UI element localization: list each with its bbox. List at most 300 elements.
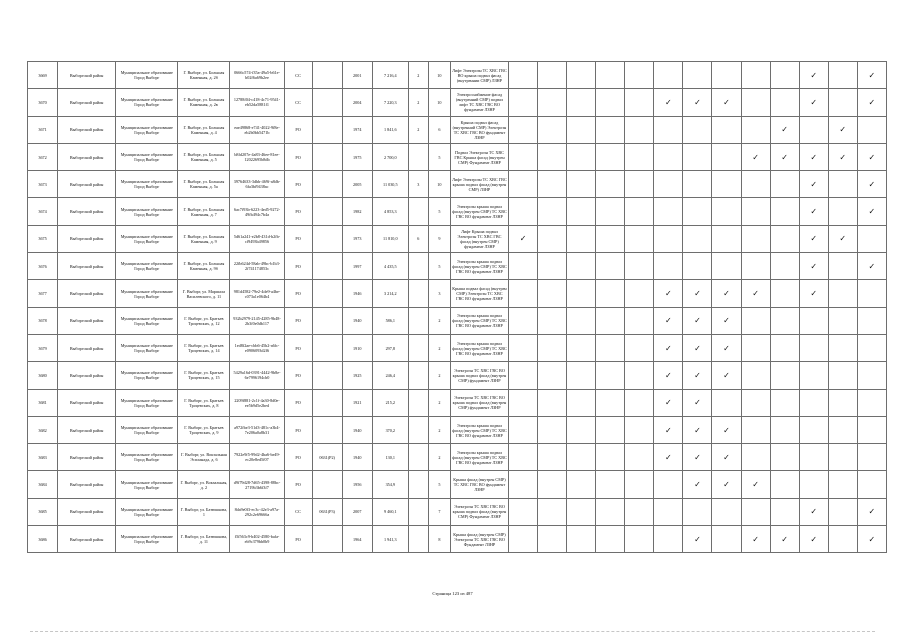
cell-work-types: Электроэн крыша подвал фасад (внутрен СМР) ТС ХВС ГВС ВО фундамент ЛЗНР <box>450 416 508 443</box>
cell-mark-empty <box>538 334 567 361</box>
table-row <box>28 89 887 116</box>
cell-mark-empty <box>509 116 538 143</box>
checkmark-icon: ✓ <box>799 89 828 116</box>
cell-address: Г. Выборг, ул. Большая Каменная, д. 4 <box>178 116 230 143</box>
checkmark-icon: ✓ <box>712 416 741 443</box>
cell-mark-empty <box>654 498 683 525</box>
cell-mark-empty <box>538 280 567 307</box>
checkmark-icon: ✓ <box>799 62 828 89</box>
checkmark-icon: ✓ <box>857 62 886 89</box>
cell-mark-empty <box>770 416 799 443</box>
cell-district: Выборгский район <box>58 389 116 416</box>
cell-address: Г. Выборг, ул. Братьев Троцевских, д. 14 <box>178 334 230 361</box>
checkmark-icon: ✓ <box>683 471 712 498</box>
cell-row-id: 3676 <box>28 253 58 280</box>
cell-house-guid: 981d4582-79e2-4de9-a4be-c073a1e064b4 <box>230 280 284 307</box>
cell-total-area: 246,4 <box>372 362 408 389</box>
cell-mark-empty <box>828 362 857 389</box>
cell-mark-empty <box>509 253 538 280</box>
cell-mark-empty <box>683 171 712 198</box>
cell-mark-empty <box>567 498 596 525</box>
cell-address: Г. Выборг, ул. Большая Каменная, д. 2б <box>178 62 230 89</box>
cell-mark-empty <box>509 526 538 553</box>
cell-mark-empty <box>625 526 654 553</box>
cell-work-types: Электроэн ТС ХВС ГВС ВО крыша подвал фасад (внутрен СМР) фундамент ЛЗНР <box>450 389 508 416</box>
cell-year-built: 2005 <box>342 171 372 198</box>
cell-entrances: 6 <box>428 116 450 143</box>
cell-mark-empty <box>538 444 567 471</box>
cell-address: Г. Выборг, ул. Вокзальная, д. 2 <box>178 471 230 498</box>
cell-mark-empty <box>625 89 654 116</box>
cell-mark-empty <box>567 416 596 443</box>
cell-mark-empty <box>770 253 799 280</box>
cell-ownership-form: РО <box>284 143 312 170</box>
cell-work-types: Подвал Электроэн ТС ХВС ГВС Крыша фасад (внутрен СМР) Фундамент ЛЗНР <box>450 143 508 170</box>
cell-mark-empty <box>625 198 654 225</box>
cell-year-built: 1997 <box>342 253 372 280</box>
cell-mark-empty <box>538 471 567 498</box>
cell-owner: Муниципальное образование Город Выборг <box>116 444 178 471</box>
cell-ownership-form: РО <box>284 362 312 389</box>
cell-mark-empty <box>799 471 828 498</box>
cell-mark-empty <box>596 62 625 89</box>
cell-mark-empty <box>509 143 538 170</box>
checkmark-icon: ✓ <box>770 116 799 143</box>
cell-mark-empty <box>857 225 886 252</box>
cell-house-guid: 22fb624d-58ab-49bc-b1b3-2f741174853c <box>230 253 284 280</box>
cell-work-types: Крыша фасад (внутрен СМР) Электроэн ТС ХВС ГВС ВО Фундамент ЛЗНР <box>450 526 508 553</box>
checkmark-icon: ✓ <box>857 143 886 170</box>
cell-mark-empty <box>712 116 741 143</box>
cell-mark-empty <box>770 498 799 525</box>
cell-mark-empty <box>625 143 654 170</box>
cell-mark-empty <box>857 444 886 471</box>
cell-address: Г. Выборг, ул. Большая Каменная, д. 2в <box>178 89 230 116</box>
checkmark-icon: ✓ <box>857 171 886 198</box>
cell-total-area: 7 220,3 <box>372 89 408 116</box>
checkmark-icon: ✓ <box>683 416 712 443</box>
cell-mark-empty <box>712 498 741 525</box>
cell-year-built: 2004 <box>342 89 372 116</box>
cell-floors <box>408 307 428 334</box>
cell-mark-empty <box>741 225 770 252</box>
cell-address: Г. Выборг, ул. Большая Каменная, д. 9б <box>178 253 230 280</box>
cell-mark-empty <box>509 62 538 89</box>
cell-entrances: 7 <box>428 498 450 525</box>
cell-ownership-form: СС <box>284 498 312 525</box>
cell-row-id: 3680 <box>28 362 58 389</box>
cell-mark-empty <box>828 171 857 198</box>
cell-mark-empty <box>799 416 828 443</box>
cell-house-guid: 8da9e0f3-ec3c-42e3-a97a-292c2e69666a <box>230 498 284 525</box>
cell-mark-empty <box>741 116 770 143</box>
checkmark-icon: ✓ <box>654 307 683 334</box>
cell-owner: Муниципальное образование Город Выборг <box>116 225 178 252</box>
cell-floors <box>408 253 428 280</box>
cell-mark-empty <box>828 334 857 361</box>
cell-row-id: 3678 <box>28 307 58 334</box>
cell-entrances: 10 <box>428 89 450 116</box>
cell-mark-empty <box>857 471 886 498</box>
table-row <box>28 307 887 334</box>
checkmark-icon: ✓ <box>654 362 683 389</box>
cell-mark-empty <box>828 498 857 525</box>
cell-cadastre-code <box>312 416 342 443</box>
cell-mark-empty <box>538 116 567 143</box>
cell-row-id: 3682 <box>28 416 58 443</box>
cell-mark-empty <box>538 62 567 89</box>
cell-district: Выборгский район <box>58 471 116 498</box>
cell-cadastre-code <box>312 62 342 89</box>
cell-total-area: 1 941,3 <box>372 526 408 553</box>
cell-mark-empty <box>509 89 538 116</box>
cell-mark-empty <box>567 116 596 143</box>
checkmark-icon: ✓ <box>654 416 683 443</box>
cell-owner: Муниципальное образование Город Выборг <box>116 198 178 225</box>
cell-mark-empty <box>654 116 683 143</box>
checkmark-icon: ✓ <box>683 89 712 116</box>
cell-mark-empty <box>828 471 857 498</box>
cell-mark-empty <box>567 334 596 361</box>
cell-mark-empty <box>712 62 741 89</box>
cell-work-types: Электроэн крыша подвал фасад (внутрен СМР) ТС ХВС ГВС ВО фундамент ЛЗНР <box>450 253 508 280</box>
checkmark-icon: ✓ <box>712 362 741 389</box>
cell-house-guid: eae49868-e741-4022-9f8e-eb2b0bb5471b <box>230 116 284 143</box>
checkmark-icon: ✓ <box>828 116 857 143</box>
cell-mark-empty <box>712 253 741 280</box>
cell-mark-empty <box>596 444 625 471</box>
cell-district: Выборгский район <box>58 416 116 443</box>
scan-edge <box>30 631 875 636</box>
cell-mark-empty <box>799 116 828 143</box>
cell-work-types: Крыша подвал фасад (внутрен СМР) Электроэн ТС ХВС ГВС ВО фундамент ЛЗНР <box>450 280 508 307</box>
cell-year-built: 1940 <box>342 307 372 334</box>
cell-mark-empty <box>683 498 712 525</box>
cell-mark-empty <box>538 389 567 416</box>
cell-mark-empty <box>596 253 625 280</box>
cell-row-id: 3669 <box>28 62 58 89</box>
cell-total-area: 3 214,2 <box>372 280 408 307</box>
cell-district: Выборгский район <box>58 225 116 252</box>
table-row <box>28 471 887 498</box>
cell-mark-empty <box>509 444 538 471</box>
cell-year-built: 1956 <box>342 471 372 498</box>
cell-mark-empty <box>509 334 538 361</box>
checkmark-icon: ✓ <box>712 307 741 334</box>
cell-mark-empty <box>683 116 712 143</box>
cell-owner: Муниципальное образование Город Выборг <box>116 89 178 116</box>
cell-address: Г. Выборг, ул. Братьев Троцевских, д. 15 <box>178 362 230 389</box>
cell-mark-empty <box>596 89 625 116</box>
cell-mark-empty <box>509 498 538 525</box>
cell-entrances: 3 <box>428 280 450 307</box>
cell-mark-empty <box>567 62 596 89</box>
checkmark-icon: ✓ <box>799 253 828 280</box>
checkmark-icon: ✓ <box>828 225 857 252</box>
cell-mark-empty <box>770 171 799 198</box>
cell-row-id: 3684 <box>28 471 58 498</box>
cell-entrances: 2 <box>428 416 450 443</box>
table-row <box>28 62 887 89</box>
cell-cadastre-code <box>312 334 342 361</box>
cell-mark-empty <box>625 471 654 498</box>
cell-mark-empty <box>683 62 712 89</box>
cell-entrances: 5 <box>428 253 450 280</box>
cell-address: Г. Выборг, ул. Маршала Василевского, д. 11 <box>178 280 230 307</box>
cell-row-id: 3673 <box>28 171 58 198</box>
cell-district: Выборгский район <box>58 334 116 361</box>
cell-mark-empty <box>567 253 596 280</box>
cell-district: Выборгский район <box>58 253 116 280</box>
cell-mark-empty <box>770 334 799 361</box>
cell-mark-empty <box>596 389 625 416</box>
cell-ownership-form: РО <box>284 280 312 307</box>
cell-mark-empty <box>509 362 538 389</box>
cell-floors <box>408 416 428 443</box>
cell-mark-empty <box>741 89 770 116</box>
cell-cadastre-code <box>312 198 342 225</box>
cell-floors <box>408 471 428 498</box>
cell-total-area: 4 435,5 <box>372 253 408 280</box>
cell-house-guid: d9f79d28-7d65-4398-88bc-2719b3b6f3f7 <box>230 471 284 498</box>
cell-year-built: 1910 <box>342 334 372 361</box>
cell-mark-empty <box>509 416 538 443</box>
cell-mark-empty <box>509 471 538 498</box>
table-row <box>28 225 887 252</box>
cell-cadastre-code <box>312 89 342 116</box>
cell-district: Выборгский район <box>58 444 116 471</box>
cell-ownership-form: РО <box>284 225 312 252</box>
cell-mark-empty <box>654 62 683 89</box>
checkmark-icon: ✓ <box>712 89 741 116</box>
cell-entrances: 2 <box>428 444 450 471</box>
cell-floors: 6 <box>408 225 428 252</box>
cell-address: Г. Выборг, ул. Вокзальная Эспланада, д. 6 <box>178 444 230 471</box>
cell-owner: Муниципальное образование Город Выборг <box>116 62 178 89</box>
cell-address: Г. Выборг, ул. Братьев Троцевских, д. 9 <box>178 416 230 443</box>
cell-mark-empty <box>683 143 712 170</box>
checkmark-icon: ✓ <box>654 389 683 416</box>
cell-mark-empty <box>625 416 654 443</box>
cell-mark-empty <box>538 198 567 225</box>
cell-year-built: 2001 <box>342 62 372 89</box>
cell-ownership-form: РО <box>284 389 312 416</box>
cell-entrances: 2 <box>428 362 450 389</box>
cell-mark-empty <box>596 416 625 443</box>
cell-mark-empty <box>538 307 567 334</box>
cell-mark-empty <box>857 362 886 389</box>
checkmark-icon: ✓ <box>741 526 770 553</box>
cell-house-guid: f5f563c9-b402-4580-bafa-eb9c379bb0b9 <box>230 526 284 553</box>
checkmark-icon: ✓ <box>799 225 828 252</box>
cell-floors <box>408 334 428 361</box>
cell-mark-empty <box>538 143 567 170</box>
cell-mark-empty <box>712 143 741 170</box>
checkmark-icon: ✓ <box>857 498 886 525</box>
cell-floors <box>408 526 428 553</box>
cell-mark-empty <box>654 253 683 280</box>
cell-mark-empty <box>509 389 538 416</box>
cell-mark-empty <box>741 171 770 198</box>
cell-ownership-form: РО <box>284 471 312 498</box>
cell-mark-empty <box>828 198 857 225</box>
cell-cadastre-code <box>312 171 342 198</box>
cell-ownership-form: РО <box>284 253 312 280</box>
table-row <box>28 526 887 553</box>
cell-address: Г. Выборг, ул. Братьев Троцевских, д. 8 <box>178 389 230 416</box>
cell-cadastre-code <box>312 471 342 498</box>
cell-mark-empty <box>654 171 683 198</box>
cell-mark-empty <box>654 225 683 252</box>
cell-mark-empty <box>625 253 654 280</box>
cell-mark-empty <box>596 143 625 170</box>
cell-house-guid: 932b2979-2145-4285-9b48-2b3f0e0db117 <box>230 307 284 334</box>
cell-mark-empty <box>596 171 625 198</box>
checkmark-icon: ✓ <box>799 171 828 198</box>
cell-mark-empty <box>799 362 828 389</box>
cell-total-area: 370,2 <box>372 416 408 443</box>
cell-work-types: Крыша подвал фасад (внутренний СМР) Электроэн ТС ХВС ГВС ВО фундамент ЛЗНР <box>450 116 508 143</box>
cell-mark-empty <box>683 225 712 252</box>
cell-row-id: 3681 <box>28 389 58 416</box>
cell-mark-empty <box>596 526 625 553</box>
cell-work-types: Крыша фасад (внутрен СМР) ТС ХВС ГВС ВО фундамент ЛЗНР <box>450 471 508 498</box>
cell-entrances: 9 <box>428 225 450 252</box>
cell-ownership-form: РО <box>284 171 312 198</box>
cell-mark-empty <box>799 389 828 416</box>
cell-mark-empty <box>654 526 683 553</box>
cell-mark-empty <box>741 253 770 280</box>
cell-work-types: Электроэн крыша подвал фасад (внутрен СМР) ТС ХВС ГВС ВО фундамент ЛЗНР <box>450 444 508 471</box>
cell-house-guid: 12788f04-c418-4c71-9541-eb52da5881f1 <box>230 89 284 116</box>
cell-mark-empty <box>596 225 625 252</box>
cell-ownership-form: РО <box>284 116 312 143</box>
cell-mark-empty <box>625 307 654 334</box>
cell-year-built: 1964 <box>342 526 372 553</box>
checkmark-icon: ✓ <box>683 526 712 553</box>
cell-row-id: 3670 <box>28 89 58 116</box>
cell-mark-empty <box>625 389 654 416</box>
cell-district: Выборгский район <box>58 143 116 170</box>
cell-mark-empty <box>741 198 770 225</box>
cell-house-guid: 1ed8f2ae-cbb6-45b2-a6fc-e0906093d2f6 <box>230 334 284 361</box>
cell-address: Г. Выборг, ул. Братьев Троцевских, д. 12 <box>178 307 230 334</box>
cell-floors: 2 <box>408 62 428 89</box>
table-row <box>28 171 887 198</box>
cell-floors: 3 <box>408 171 428 198</box>
table-row <box>28 389 887 416</box>
cell-year-built: 1982 <box>342 198 372 225</box>
cell-mark-empty <box>741 416 770 443</box>
checkmark-icon: ✓ <box>712 471 741 498</box>
cell-work-types: Электроэн крыша подвал фасад (внутрен СМР) ТС ХВС ГВС ВО фундамент ЛЗНР <box>450 307 508 334</box>
cell-mark-empty <box>828 389 857 416</box>
checkmark-icon: ✓ <box>509 225 538 252</box>
cell-mark-empty <box>712 526 741 553</box>
cell-entrances: 2 <box>428 389 450 416</box>
cell-entrances: 5 <box>428 471 450 498</box>
table-row <box>28 143 887 170</box>
cell-work-types: Электроэн крыша подвал фасад (внутрен СМР) ТС ХВС ГВС ВО фундамент ЛЗНР <box>450 334 508 361</box>
cell-mark-empty <box>857 389 886 416</box>
cell-mark-empty <box>596 471 625 498</box>
cell-address: Г. Выборг, ул. Большая Каменная, д. 5 <box>178 143 230 170</box>
checkmark-icon: ✓ <box>857 526 886 553</box>
cell-row-id: 3679 <box>28 334 58 361</box>
checkmark-icon: ✓ <box>683 280 712 307</box>
cell-house-guid: a972fbe3-51d3-481c-a3b4-7e206a0a8b31 <box>230 416 284 443</box>
cell-mark-empty <box>567 307 596 334</box>
cell-mark-empty <box>625 444 654 471</box>
cell-owner: Муниципальное образование Город Выборг <box>116 362 178 389</box>
cell-mark-empty <box>857 334 886 361</box>
checkmark-icon: ✓ <box>857 253 886 280</box>
checkmark-icon: ✓ <box>654 89 683 116</box>
table-row <box>28 280 887 307</box>
table-row <box>28 416 887 443</box>
cell-address: Г. Выборг, ул. Большая Каменная, д. 7 <box>178 198 230 225</box>
cell-year-built: 1973 <box>342 225 372 252</box>
cell-cadastre-code <box>312 526 342 553</box>
cell-cadastre-code <box>312 389 342 416</box>
cell-ownership-form: РО <box>284 307 312 334</box>
checkmark-icon: ✓ <box>683 389 712 416</box>
cell-floors: 2 <box>408 116 428 143</box>
cell-house-guid: 39764633-3dbb-469f-a8db-6fa3bf9438ac <box>230 171 284 198</box>
cell-mark-empty <box>654 198 683 225</box>
cell-cadastre-code: 0631(Р2) <box>312 444 342 471</box>
cell-mark-empty <box>799 307 828 334</box>
cell-mark-empty <box>828 89 857 116</box>
cell-total-area: 9 460,1 <box>372 498 408 525</box>
cell-mark-empty <box>567 280 596 307</box>
cell-owner: Муниципальное образование Город Выборг <box>116 471 178 498</box>
cell-mark-empty <box>538 526 567 553</box>
cell-mark-empty <box>799 334 828 361</box>
checkmark-icon: ✓ <box>741 143 770 170</box>
cell-mark-empty <box>857 280 886 307</box>
cell-house-guid: 0666c574-f35a-49a5-b61e-b02f6a69b2ee <box>230 62 284 89</box>
cell-ownership-form: РО <box>284 526 312 553</box>
cell-year-built: 1940 <box>342 416 372 443</box>
cell-mark-empty <box>712 198 741 225</box>
register-table <box>27 61 887 553</box>
cell-mark-empty <box>567 143 596 170</box>
cell-row-id: 3672 <box>28 143 58 170</box>
cell-mark-empty <box>596 334 625 361</box>
cell-mark-empty <box>857 116 886 143</box>
cell-owner: Муниципальное образование Город Выборг <box>116 389 178 416</box>
cell-mark-empty <box>567 362 596 389</box>
cell-cadastre-code: 0631(Р3) <box>312 498 342 525</box>
cell-mark-empty <box>567 89 596 116</box>
cell-entrances: 8 <box>428 526 450 553</box>
cell-cadastre-code <box>312 225 342 252</box>
cell-row-id: 3677 <box>28 280 58 307</box>
cell-mark-empty <box>828 280 857 307</box>
cell-total-area: 11 030,5 <box>372 171 408 198</box>
cell-mark-empty <box>770 62 799 89</box>
cell-row-id: 3671 <box>28 116 58 143</box>
cell-mark-empty <box>828 444 857 471</box>
cell-mark-empty <box>828 526 857 553</box>
checkmark-icon: ✓ <box>770 143 799 170</box>
checkmark-icon: ✓ <box>683 362 712 389</box>
cell-house-guid: 5d61a241-e2b8-431d-b2fb-cf9493b49856 <box>230 225 284 252</box>
cell-mark-empty <box>828 62 857 89</box>
cell-floors <box>408 362 428 389</box>
cell-mark-empty <box>770 362 799 389</box>
